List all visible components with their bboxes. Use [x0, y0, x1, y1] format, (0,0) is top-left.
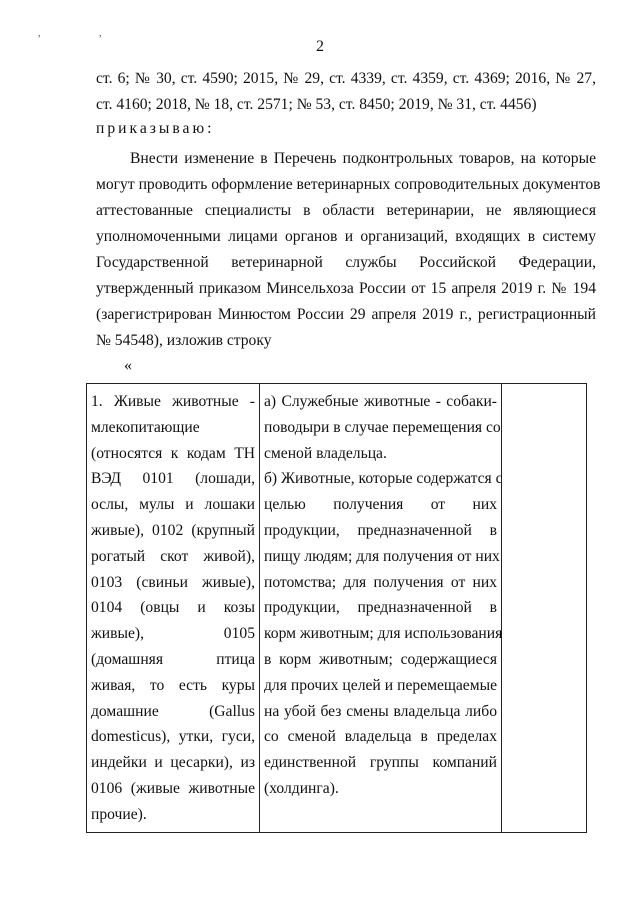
- cell-line: для прочих целей и перемещаемые: [264, 676, 497, 694]
- cell-line: на убой без смены владельца либо: [264, 702, 497, 720]
- text-line: Государственной ветеринарной службы Российской Федерации,: [96, 254, 596, 271]
- cell-line: со сменой владельца в пределах: [264, 728, 497, 746]
- text-line: Внести изменение в Перечень подконтрольных товаров, на которые: [130, 150, 596, 167]
- cell-line: домашние (Gallus: [91, 702, 255, 720]
- text-line: ст. 4160; 2018, № 18, ст. 2571; № 53, ст. 8450; 2019, № 31, ст. 4456): [96, 96, 537, 113]
- cell-line: 1. Живые животные -: [91, 393, 255, 410]
- cell-line: прочие).: [91, 805, 147, 823]
- cell-line: живые), 0105: [91, 625, 255, 643]
- cell-line: потомства; для получения от них: [264, 573, 497, 591]
- condition-b-text: [264, 466, 503, 801]
- cell-line: единственной группы компаний: [264, 754, 497, 772]
- cell-line: в корм животным; содержащиеся: [264, 650, 497, 668]
- cell-line: 0106 (живые животные: [91, 779, 255, 797]
- cell-line: корм животным; для использования: [264, 625, 503, 643]
- cell-line: продукции, предназначенной в: [264, 521, 497, 539]
- page-number: 2: [316, 38, 324, 55]
- cell-line: продукции, предназначенной в: [264, 599, 497, 617]
- cell-line: живая, то есть куры: [91, 676, 255, 694]
- intro-paragraph: [96, 66, 596, 118]
- cell-line: целью получения от них: [264, 496, 497, 514]
- cell-line: а) Служебные животные - собаки-: [264, 393, 497, 410]
- cell-line: поводыри в случае перемещения со: [264, 418, 501, 436]
- cell-line: ВЭД 0101 (лошади,: [91, 470, 255, 488]
- scan-marks: , ,: [38, 28, 130, 39]
- text-line: № 54548), изложив строку: [96, 332, 272, 349]
- cell-line: пищу людям; для получения от них: [264, 547, 500, 565]
- text-line: утвержденный приказом Минсельхоза России от 15 апреля 2019 г. № 194: [96, 280, 596, 297]
- goods-table: [86, 383, 587, 833]
- table-row: [87, 384, 587, 833]
- category-text: [91, 389, 255, 828]
- cell-line: 0103 (свиньи живые),: [91, 573, 255, 591]
- condition-a-text: [264, 389, 501, 466]
- text-line: могут проводить оформление ветеринарных сопроводительных документов: [96, 176, 601, 193]
- cell-line: ослы, мулы и лошаки: [91, 496, 255, 514]
- cell-line: (холдинга).: [264, 779, 339, 797]
- text-line: (зарегистрирован Минюстом России 29 апреля 2019 г., регистрационный: [96, 306, 596, 323]
- body-paragraph: [96, 146, 601, 354]
- table-cell-conditions: [260, 384, 502, 833]
- text-line: ст. 6; № 30, ст. 4590; 2015, № 29, ст. 4339, ст. 4359, ст. 4369; 2016, № 27,: [96, 70, 596, 87]
- cell-line: (относятся к кодам ТН: [91, 444, 255, 462]
- cell-line: млекопитающие: [91, 418, 200, 436]
- opening-quote: «: [124, 357, 132, 374]
- text-line: аттестованные специалисты в области ветеринарии, не являющиеся: [96, 202, 596, 219]
- cell-line: (домашняя птица: [91, 650, 255, 668]
- table-cell-empty: [502, 384, 587, 833]
- text-line: уполномоченными лицами органов и организаций, входящих в систему: [96, 228, 596, 245]
- cell-line: 0104 (овцы и козы: [91, 599, 255, 617]
- cell-line: индейки и цесарки), из: [91, 754, 255, 772]
- table-cell-category: [87, 384, 260, 833]
- order-word: приказываю:: [96, 120, 215, 137]
- cell-line: рогатый скот живой),: [91, 547, 255, 565]
- cell-line: живые), 0102 (крупный: [91, 521, 255, 539]
- cell-line: domesticus), утки, гуси,: [91, 728, 255, 746]
- cell-line: б) Животные, которые содержатся с: [264, 470, 503, 488]
- cell-line: сменой владельца.: [264, 444, 387, 462]
